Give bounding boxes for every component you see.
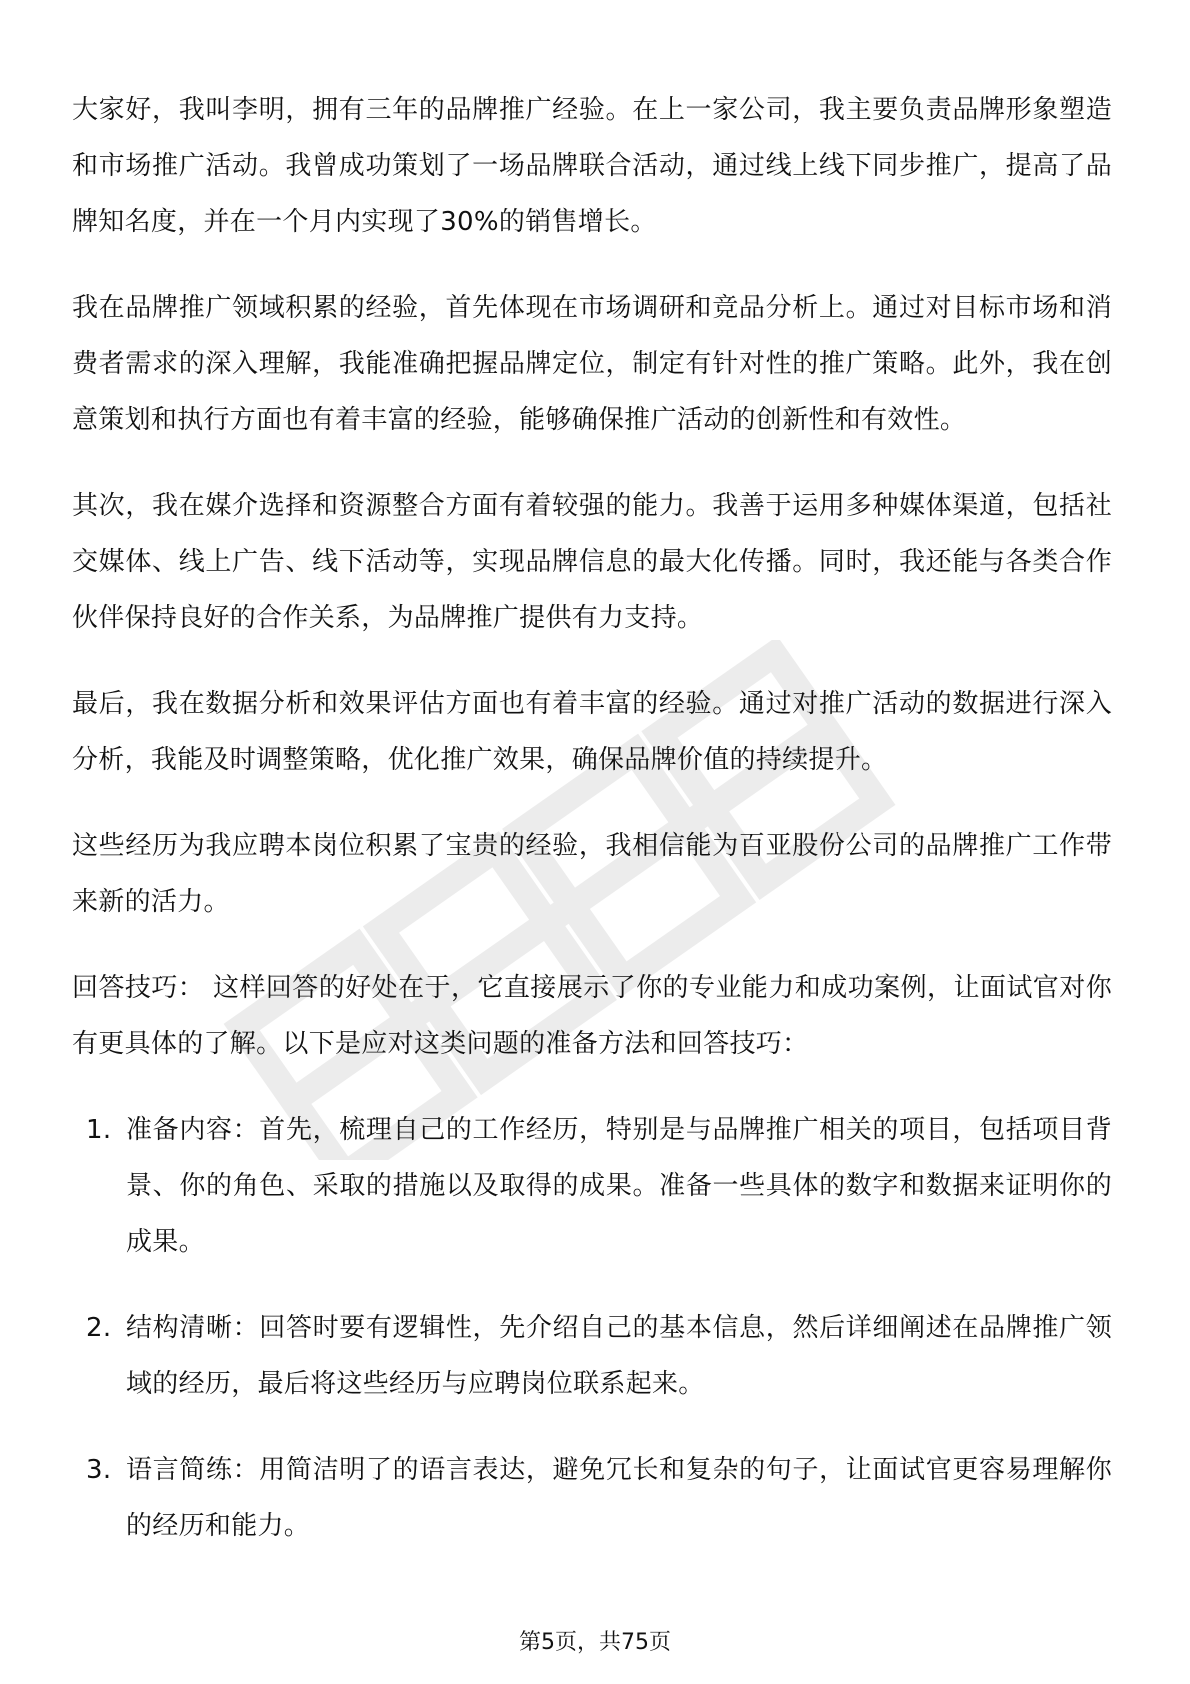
list-item [72, 1102, 1112, 1270]
list-item-number: 1. [86, 1115, 112, 1145]
paragraph-conclusion: 这些经历为我应聘本岗位积累了宝贵的经验，我相信能为百亚股份公司的品牌推广工作带来新的活力。 [72, 831, 1112, 917]
paragraph-answer-tips: 回答技巧： 这样回答的好处在于，它直接展示了你的专业能力和成功案例，让面试官对你有更具体的了解。以下是应对这类问题的准备方法和回答技巧： [72, 973, 1112, 1059]
page-number: 第5页，共75页 [519, 1630, 671, 1655]
list-item [72, 1300, 1112, 1412]
paragraph-intro: 大家好，我叫李明，拥有三年的品牌推广经验。在上一家公司，我主要负责品牌形象塑造和市场推广活动。我曾成功策划了一场品牌联合活动，通过线上线下同步推广，提高了品牌知名度，并在一个月内实现了30%的销售增长。 [72, 95, 1112, 237]
list-item-text: 结构清晰：回答时要有逻辑性，先介绍自己的基本信息，然后详细阐述在品牌推广领域的经历，最后将这些经历与应聘岗位联系起来。 [126, 1313, 1112, 1399]
list-item [72, 1442, 1112, 1554]
list-item-number: 3. [86, 1455, 112, 1485]
paragraph-data-analysis: 最后，我在数据分析和效果评估方面也有着丰富的经验。通过对推广活动的数据进行深入分析，我能及时调整策略，优化推广效果，确保品牌价值的持续提升。 [72, 689, 1112, 775]
list-item-number: 2. [86, 1313, 112, 1343]
paragraph-experience: 我在品牌推广领域积累的经验，首先体现在市场调研和竞品分析上。通过对目标市场和消费者需求的深入理解，我能准确把握品牌定位，制定有针对性的推广策略。此外，我在创意策划和执行方面也有着丰富的经验，能够确保推广活动的创新性和有效性。 [72, 293, 1112, 435]
tips-list [72, 1102, 1112, 1554]
document-body [72, 82, 1112, 1584]
list-item-text: 语言简练：用简洁明了的语言表达，避免冗长和复杂的句子，让面试官更容易理解你的经历和能力。 [126, 1455, 1112, 1541]
list-item-text: 准备内容：首先，梳理自己的工作经历，特别是与品牌推广相关的项目，包括项目背景、你的角色、采取的措施以及取得的成果。准备一些具体的数字和数据来证明你的成果。 [126, 1115, 1112, 1257]
paragraph-media: 其次，我在媒介选择和资源整合方面有着较强的能力。我善于运用多种媒体渠道，包括社交媒体、线上广告、线下活动等，实现品牌信息的最大化传播。同时，我还能与各类合作伙伴保持良好的合作关系，为品牌推广提供有力支持。 [72, 491, 1112, 633]
